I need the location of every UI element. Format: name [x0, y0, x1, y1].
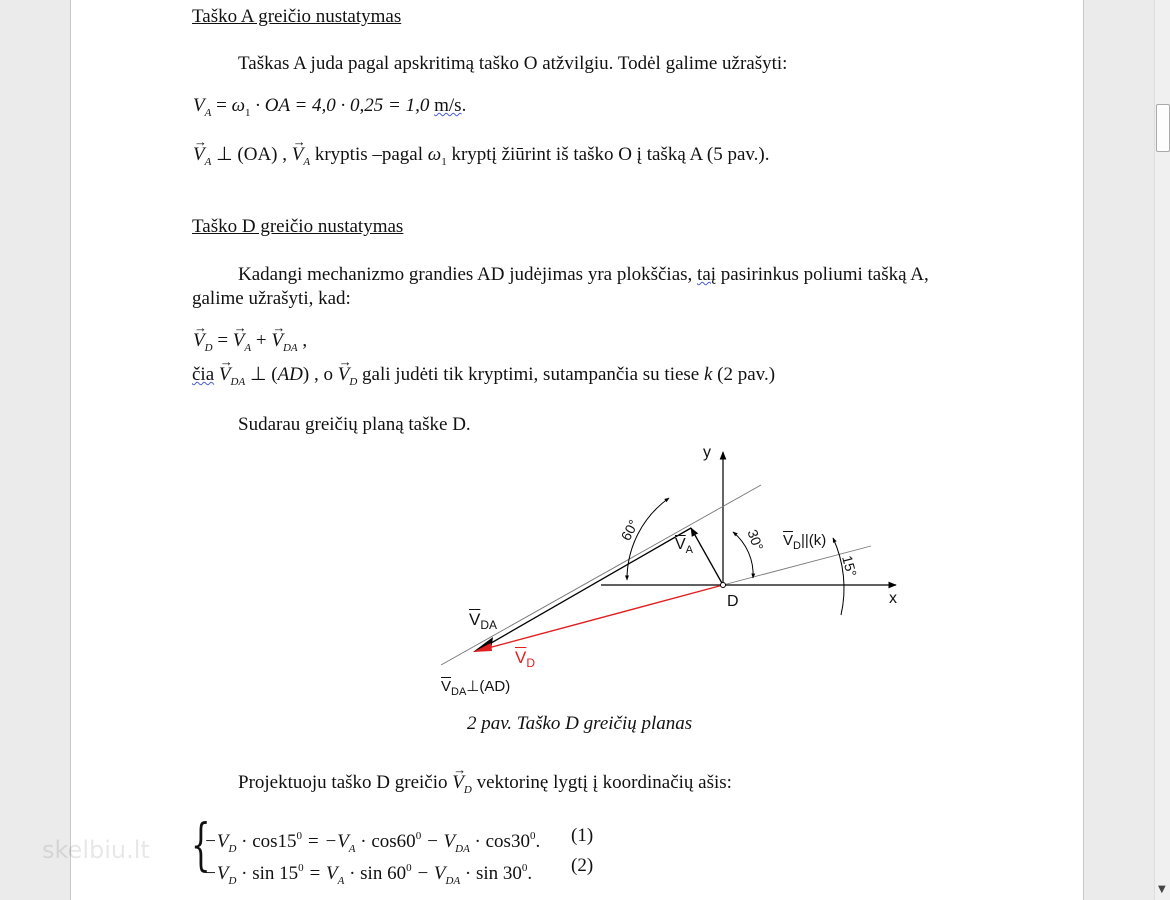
vda-perp-ad-label: $\overline{V}_{DA}\perp(AD)$: [441, 678, 511, 698]
paragraph-point-a: Taškas A juda pagal apskritimą taško O atžvilgiu. Todėl galime užrašyti:: [238, 53, 788, 74]
equation-va: $V_A = \omega_1$ · OA = 4,0 · 0,25 = 1,0 m/s.: [193, 95, 467, 119]
vda-vector: [479, 528, 694, 650]
vd-label: $\overline{V}_D$: [515, 648, 536, 670]
equation-1-number: (1): [571, 825, 594, 846]
scrollbar-thumb[interactable]: [1156, 104, 1170, 152]
system-equation-2: $-V_D \cdot \sin 15^0 = V_A \cdot \sin 60^0 - V_{DA} \cdot \sin 30^0$.: [204, 862, 533, 887]
system-brace: {: [191, 813, 211, 878]
point-d-label: D: [727, 593, 739, 610]
paragraph-point-d-line2: galime užrašyti, kad:: [192, 288, 351, 309]
paragraph-point-d-line1: Kadangi mechanizmo grandies AD judėjimas yra plokščias, taį pasirinkus poliumi tašką A,: [238, 264, 929, 285]
document-page: [70, 0, 1084, 900]
vd-vector: [477, 585, 723, 651]
figure-caption: 2 pav. Taško D greičių planas: [467, 713, 693, 734]
x-axis-label: x: [889, 590, 897, 607]
line-va-direction: [441, 485, 761, 665]
vda-label: $\overline{V}_{DA}$: [469, 610, 498, 632]
vertical-scrollbar[interactable]: [1154, 0, 1170, 900]
equation-2-number: (2): [571, 855, 594, 876]
equation-vd: → $V_D$ = → $V_A$ + → $V_{DA}$ ,: [193, 330, 307, 359]
va-vector: [691, 528, 723, 585]
y-axis-label: y: [703, 444, 711, 461]
point-d-marker: [721, 583, 726, 588]
system-equation-1: $-V_D \cdot \cos 15^0 = -V_A \cdot \cos 60^0 - V_{DA} \cdot \cos 30^0$.: [204, 830, 541, 855]
velocity-plan-figure: [361, 440, 921, 710]
heading-point-d: Taško D greičio nustatymas: [192, 216, 404, 237]
velocity-plan-diagram: [361, 440, 921, 705]
va-direction-line: → $V_A$ ⊥ (OA) , → $V_A$ kryptis –pagal $\omega_1$ kryptį žiūrint iš taško O į tašką A (5 pav.).: [193, 144, 769, 173]
vd-parallel-k-label: $\overline{V}_D||(k)$: [783, 532, 827, 552]
va-label: $\overline{V}_A$: [675, 536, 694, 556]
heading-point-a: Taško A greičio nustatymas: [192, 6, 402, 27]
paragraph-velocity-plan: Sudarau greičių planą taške D.: [238, 414, 471, 435]
scroll-down-arrow-icon[interactable]: ▼: [1158, 884, 1166, 895]
angle-60-label: 60°: [617, 516, 642, 544]
watermark: skelbiu.lt: [42, 836, 150, 864]
paragraph-projection: Projektuoju taško D greičio → $V_D$ vektorinę lygtį į koordinačių ašis:: [238, 772, 732, 801]
cia-line: čia → $V_{DA}$ ⊥ (AD) , $o \to V_D$ gali judėti tik kryptimi, sutampančia su tiese k (2 pav.): [192, 364, 775, 393]
vd-arrowhead: [473, 643, 492, 652]
angle-30-label: 30°: [744, 527, 767, 553]
arc-15: [833, 538, 844, 615]
angle-15-label: 15°: [839, 553, 861, 579]
